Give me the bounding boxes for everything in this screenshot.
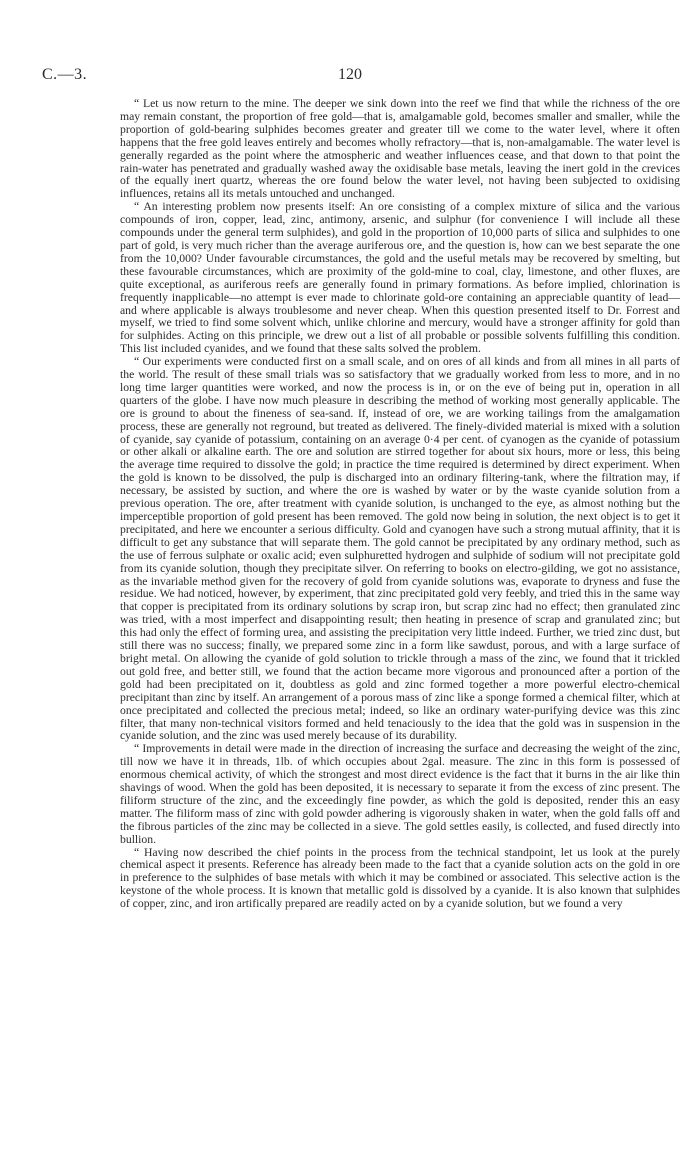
page-number: 120 [338,66,362,83]
paragraph-chemical-aspect: “ Having now described the chief points in the process from the technical standpoint, let us look at the purely chemical aspect it presents. Reference has already been made to the fact that a cyanide solution acts on the gold in ore in preference to the sulphides of base metals with which it may be combined or associated. This selective action is the keystone of the whole process. It is known that metallic gold is dissolved by a cyanide. It is also known that sulphides of copper, zinc, and iron artifically prepared are readily acted on by a cyanide solution, but we found a very [120,845,680,911]
paragraph-experiments-zinc: “ Our experiments were conducted first on a small scale, and on ores of all kinds and from all mines in all parts of the world. The result of these small trials was so satisfactory that we gradually worked from less to more, and in no long time larger quantities were worked, and now the process is in, or on the eve of being put in, operation in all quarters of the globe. I have now much pleasure in describing the method of working most generally applicable. The ore is ground to about the fineness of sea-sand. If, instead of ore, we are working tailings from the amalgamation process, these are generally not reground, but treated as delivered. The finely-divided material is mixed with a solution of cyanide, say cyanide of potassium, containing on an average 0·4 per cent. of cyanogen as the cyanide of potassium or other alkali or alkaline earth. The ore and solution are stirred together for about six hours, more or less, this being the average time required to dissolve the gold; in practice the time required is determined by direct experiment. When the gold is known to be dissolved, the pulp is discharged into an ordinary filtering-tank, where the filtration may, if necessary, be assisted by suction, and where the ore is washed by water or by the waste cyanide solution from a previous operation. The ore, after treatment with cyanide solution, is unchanged to the eye, as almost nothing but the imperceptible proportion of gold present has been removed. The gold now being in solution, the next object is to get it precipitated, and here we encounter a serious difficulty. Gold and cyanogen have such a strong mutual affinity, that it is difficult to get any substance that will separate them. The gold cannot be precipitated by any ordinary method, such as the use of ferrous sulphate or oxalic acid; even sulphuretted hydrogen and sulphide of sodium will not precipitate gold from its cyanide solution, though they precipitate silver. On referring to books on electro-gilding, we got no assistance, as the invariable method given for the recovery of gold from cyanide solutions was, evaporate to dryness and fuse the residue. We had noticed, however, by experiment, that zinc precipitated gold very feebly, and tried this in the same way that copper is precipitated from its ordinary solutions by scrap iron, but scrap zinc had no effect; then granulated zinc was tried, with a most imperfect and disappointing result; then heating in presence of scrap and granulated zinc; but this had only the effect of forming urea, and assisting the precipitation very little indeed. Further, we tried zinc dust, but still there was no success; finally, we prepared some zinc in a form like sawdust, porous, and with a large surface of bright metal. On allowing the cyanide of gold solution to trickle through a mass of the zinc, we found that it trickled out gold free, and better still, we found that the action became more vigorous and pronounced after a portion of the gold had been precipitated on it, doubtless as gold and zinc formed together a more powerful electro-chemical precipitant than zinc by itself. An arrangement of a porous mass of zinc like a sponge formed a chemical filter, which at once precipitated and collected the precious metal; indeed, so like an ordinary water-purifying device was this zinc filter, that many non-technical visitors formed and held tenaciously to the idea that the gold was in suspension in the cyanide solution, and the zinc was used merely because of its durability. [120,355,680,743]
paragraph-zinc-improvements: “ Improvements in detail were made in the direction of increasing the surface and decreasing the weight of the zinc, till now we have it in threads, 1lb. of which occupies about 2gal. measure. The zinc in this form is possessed of enormous chemical activity, of which the strongest and most direct evidence is the fact that it burns in the air like thin shavings of wood. When the gold has been deposited, it is necessary to separate it from the excess of zinc present. The filiform structure of the zinc, and the exceedingly fine powder, as which the gold is deposited, render this an easy matter. The filiform mass of zinc with gold powder adhering is vigorously shaken in water, when the gold falls off and the fibrous particles of the zinc may be collected in a sieve. The gold settles easily, is collected, and fused directly into bullion. [120,742,680,846]
paragraph-mine-water-level: “ Let us now return to the mine. The deeper we sink down into the reef we find that while the richness of the ore may remain constant, the proportion of free gold—that is, amalgamable gold, becomes smaller and smaller, while the proportion of gold-bearing sulphides becomes greater and greater till we come to the water level, where it often happens that the free gold leaves entirely and becomes wholly refractory—that is, non-amalgamable. The water level is generally regarded as the point where the atmospheric and weather influences cease, and that down to that point the rain-water has penetrated and gradually washed away the oxidisable base metals, leaving the inert gold in the crevices of the equally inert quartz, whereas the ore found below the water level, not having been subjected to oxidising influences, retains all its metals untouched and unchanged. [120,97,680,201]
body-text [120,98,680,911]
document-reference: C.—3. [42,66,88,83]
paragraph-separation-problem: “ An interesting problem now presents itself: An ore consisting of a complex mixture of silica and the various compounds of iron, copper, lead, zinc, antimony, arsenic, and sulphur (for convenience I will include all these compounds under the general term sulphides), and gold in the proportion of 10,000 parts of silica and sulphides to one part of gold, is very much richer than the average auriferous ore, and the question is, how can we best separate the one from the 10,000? Under favourable circumstances, the gold and the useful metals may be recovered by smelting, but these favourable circumstances, which are proximity of the gold-mine to coal, clay, limestone, and other fluxes, are quite exceptional, as auriferous reefs are generally found in primary formations. As before implied, chlorination is frequently inapplicable—no attempt is ever made to chlorinate gold-ore containing an appreciable quantity of lead—and where applicable is always troublesome and never cheap. When this question presented itself to Dr. Forrest and myself, we tried to find some solvent which, unlike chlorine and mercury, would have a stronger affinity for gold than for sulphides. Acting on this principle, we drew out a list of all probable or possible solvents fulfilling this condition. This list included cyanides, and we found that these salts solved the problem. [120,200,680,356]
page-header [42,66,662,88]
